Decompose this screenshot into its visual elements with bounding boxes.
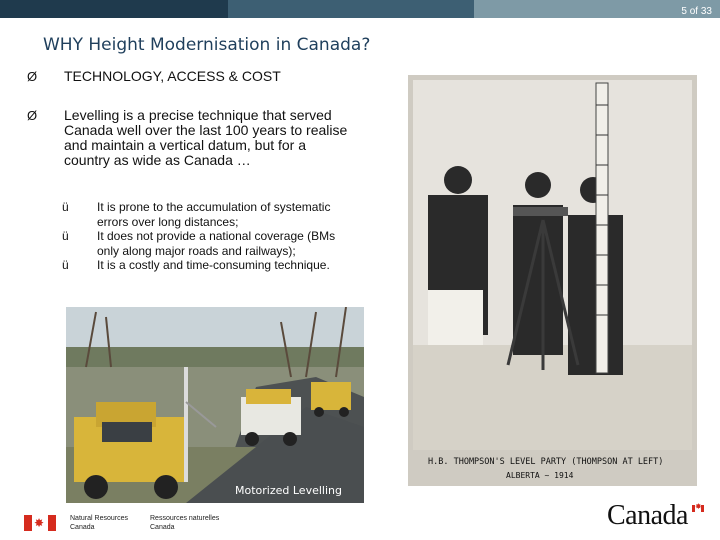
slide-title: WHY Height Modernisation in Canada? — [43, 35, 371, 55]
checkmark-icon: ü — [62, 258, 69, 273]
checkmark-icon: ü — [62, 200, 69, 214]
arrow-bullet-icon: Ø — [27, 69, 38, 84]
arrow-bullet-icon: Ø — [27, 108, 38, 123]
slide-number: 5 of 33 — [681, 6, 712, 17]
motorized-caption: Motorized Levelling — [235, 484, 342, 497]
motorized-levelling-photo — [66, 307, 364, 503]
canada-wordmark: Canada — [607, 500, 688, 531]
check-item — [62, 200, 352, 229]
dept-fr-line1: Ressources naturelles — [150, 515, 220, 522]
check-text: It is prone to the accumulation of systematic errors over long distances; — [97, 200, 331, 229]
check-text: It is a costly and time-consuming technique. — [97, 258, 330, 273]
historic-photo-illustration — [408, 75, 697, 486]
bullet-text: Levelling is a precise technique that served Canada well over the last 100 years to realise and maintain a vertical datum, but for a country as wide as Canada … — [64, 107, 348, 168]
dept-fr-line2: Canada — [150, 523, 175, 531]
top-banner — [0, 0, 720, 18]
banner-segment-mid — [228, 0, 474, 18]
checkmark-icon: ü — [62, 229, 69, 244]
department-name-fr — [150, 515, 219, 532]
check-item — [62, 258, 352, 273]
check-list — [62, 200, 352, 273]
canada-flag-icon: ✸ — [24, 515, 56, 531]
wordmark-flag-icon: ✸ — [692, 505, 704, 512]
check-text: It does not provide a national coverage (BMs only along major roads and railways); — [97, 229, 336, 258]
bullet-text: TECHNOLOGY, ACCESS & COST — [64, 68, 281, 84]
check-item — [62, 229, 352, 258]
dept-en-line2: Canada — [70, 523, 95, 531]
historic-caption-line1: H.B. THOMPSON'S LEVEL PARTY (THOMPSON AT LEFT) — [428, 457, 664, 467]
dept-en-line1: Natural Resources — [70, 515, 128, 522]
banner-segment-dark — [0, 0, 228, 18]
historic-level-party-photo — [408, 75, 697, 486]
department-name-en — [70, 515, 128, 532]
motorized-levelling-illustration — [66, 307, 364, 503]
historic-caption-line2: ALBERTA ~ 1914 — [506, 471, 574, 480]
bullet-item — [27, 108, 349, 168]
bullet-item — [27, 69, 349, 84]
